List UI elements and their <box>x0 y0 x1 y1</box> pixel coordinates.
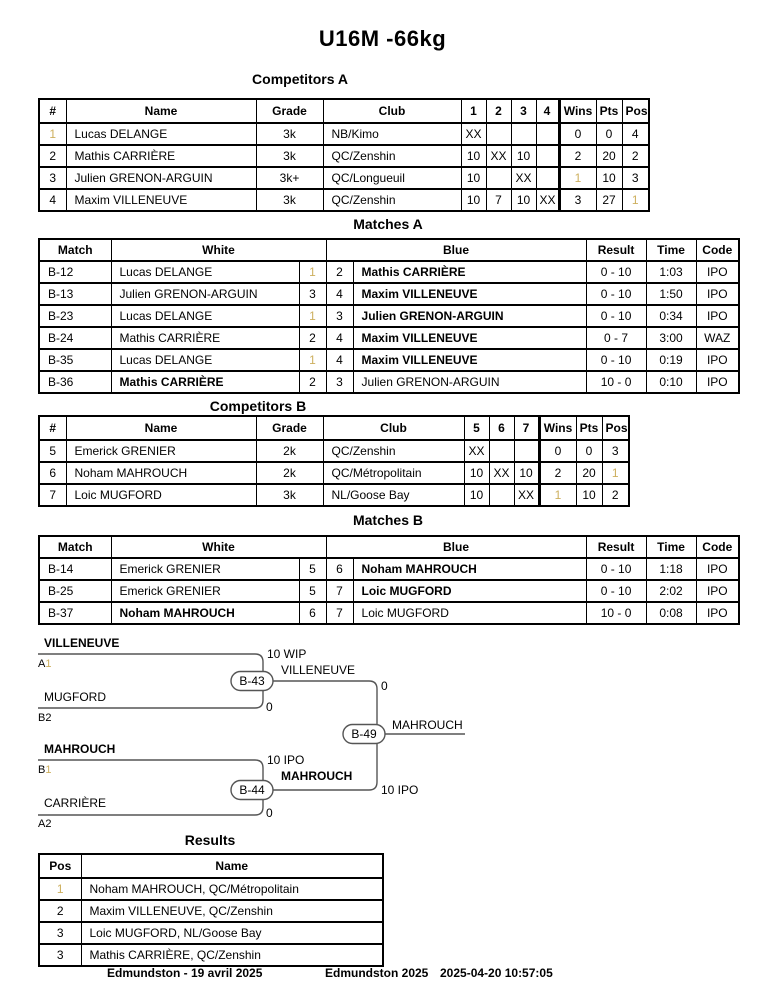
cell-r3: XX <box>514 484 539 506</box>
cell-pos: 4 <box>622 123 649 145</box>
cell-num: 4 <box>39 189 66 211</box>
col-pos: Pos <box>622 99 649 123</box>
table-row <box>39 878 383 900</box>
cell-blue-number: 4 <box>326 283 353 305</box>
col-club: Club <box>323 99 461 123</box>
cell-grade: 3k <box>256 123 323 145</box>
cell-r2: XX <box>489 462 514 484</box>
results-table <box>38 853 384 967</box>
cell-pts: 10 <box>576 484 602 506</box>
col-result: Result <box>586 239 646 261</box>
cell-result: 10 - 0 <box>586 602 646 624</box>
cell-name: Julien GRENON-ARGUIN <box>66 167 256 189</box>
cell-blue-number: 2 <box>326 261 353 283</box>
table-header-row <box>39 99 649 123</box>
cell-blue-player: Julien GRENON-ARGUIN <box>353 305 586 327</box>
cell-r3: 10 <box>511 145 536 167</box>
cell-blue-player: Maxim VILLENEUVE <box>353 349 586 371</box>
cell-white-player: Lucas DELANGE <box>111 305 299 327</box>
cell-code: IPO <box>696 602 739 624</box>
cell-blue-number: 4 <box>326 327 353 349</box>
cell-time: 1:50 <box>646 283 696 305</box>
page-title: U16M -66kg <box>318 26 447 51</box>
seed-code: A2 <box>38 818 52 830</box>
table-row <box>39 944 383 966</box>
cell-result: 10 - 0 <box>586 371 646 393</box>
cell-club: NL/Goose Bay <box>323 484 464 506</box>
cell-r1: XX <box>461 123 486 145</box>
cell-match: B-37 <box>39 602 111 624</box>
cell-blue-player: Loic MUGFORD <box>353 580 586 602</box>
cell-time: 0:08 <box>646 602 696 624</box>
seed-name: CARRIÈRE <box>44 796 107 810</box>
cell-r2: XX <box>486 145 511 167</box>
cell-pos: 1 <box>39 878 81 900</box>
cell-grade: 3k <box>256 484 323 506</box>
table-row <box>39 462 629 484</box>
seed-code: B1 <box>38 764 52 776</box>
col-time: Time <box>646 239 696 261</box>
cell-match: B-13 <box>39 283 111 305</box>
cell-blue-number: 6 <box>326 558 353 580</box>
col-match: Match <box>39 536 111 558</box>
cell-time: 3:00 <box>646 327 696 349</box>
cell-grade: 2k <box>256 440 323 462</box>
cell-num: 6 <box>39 462 66 484</box>
match-label: B-49 <box>351 727 377 741</box>
table-row <box>39 283 739 305</box>
seed-code: B2 <box>38 712 52 724</box>
cell-time: 1:03 <box>646 261 696 283</box>
cell-r4 <box>536 145 559 167</box>
cell-result: 0 - 10 <box>586 349 646 371</box>
cell-time: 0:10 <box>646 371 696 393</box>
cell-r1: 10 <box>461 167 486 189</box>
table-row <box>39 440 629 462</box>
cell-name: Emerick GRENIER <box>66 440 256 462</box>
final-branch-score: 0 <box>381 679 388 693</box>
cell-wins: 0 <box>559 123 596 145</box>
col-num: # <box>39 99 66 123</box>
col-code: Code <box>696 239 739 261</box>
cell-num: 7 <box>39 484 66 506</box>
cell-name: Noham MAHROUCH, QC/Métropolitain <box>81 878 383 900</box>
cell-pos: 3 <box>622 167 649 189</box>
cell-club: QC/Longueuil <box>323 167 461 189</box>
cell-grade: 2k <box>256 462 323 484</box>
cell-num: 1 <box>39 123 66 145</box>
table-row <box>39 558 739 580</box>
cell-grade: 3k+ <box>256 167 323 189</box>
branch-score: 10 WIP <box>267 647 307 661</box>
cell-match: B-12 <box>39 261 111 283</box>
table-row <box>39 580 739 602</box>
table-header-row <box>39 536 739 558</box>
cell-code: IPO <box>696 349 739 371</box>
seed-name: VILLENEUVE <box>44 636 120 650</box>
cell-white-player: Mathis CARRIÈRE <box>111 327 299 349</box>
table-row <box>39 145 649 167</box>
section-heading-competitors-b: Competitors B <box>209 398 307 414</box>
cell-white-player: Noham MAHROUCH <box>111 602 299 624</box>
branch-score: 10 IPO <box>267 753 305 767</box>
cell-match: B-24 <box>39 327 111 349</box>
cell-blue-number: 4 <box>326 349 353 371</box>
table-header-row <box>39 239 739 261</box>
cell-r2: 7 <box>486 189 511 211</box>
table-header-row <box>39 854 383 878</box>
table-row <box>39 327 739 349</box>
col-name: Name <box>66 99 256 123</box>
cell-wins: 3 <box>559 189 596 211</box>
cell-code: IPO <box>696 558 739 580</box>
col-r2: 6 <box>489 416 514 440</box>
cell-r3 <box>511 123 536 145</box>
cell-pts: 0 <box>576 440 602 462</box>
cell-match: B-25 <box>39 580 111 602</box>
cell-pts: 20 <box>596 145 622 167</box>
competitors-b-table <box>38 415 630 507</box>
cell-pos: 1 <box>622 189 649 211</box>
table-row <box>39 922 383 944</box>
col-pos: Pos <box>39 854 81 878</box>
cell-blue-number: 3 <box>326 305 353 327</box>
col-time: Time <box>646 536 696 558</box>
matches-a-table <box>38 238 740 394</box>
table-row <box>39 602 739 624</box>
cell-blue-player: Mathis CARRIÈRE <box>353 261 586 283</box>
cell-blue-number: 7 <box>326 602 353 624</box>
cell-name: Maxim VILLENEUVE, QC/Zenshin <box>81 900 383 922</box>
cell-r4 <box>536 167 559 189</box>
cell-result: 0 - 7 <box>586 327 646 349</box>
cell-white-number: 1 <box>299 261 326 283</box>
match-label: B-43 <box>239 674 265 688</box>
cell-wins: 1 <box>539 484 576 506</box>
col-code: Code <box>696 536 739 558</box>
cell-pos: 3 <box>39 944 81 966</box>
cell-r1: 10 <box>464 484 489 506</box>
cell-r2 <box>486 167 511 189</box>
table-row <box>39 123 649 145</box>
match-label: B-44 <box>239 783 265 797</box>
cell-pos: 2 <box>602 484 629 506</box>
cell-blue-number: 3 <box>326 371 353 393</box>
col-r3: 3 <box>511 99 536 123</box>
col-r1: 1 <box>461 99 486 123</box>
cell-result: 0 - 10 <box>586 580 646 602</box>
cell-code: IPO <box>696 261 739 283</box>
semi-winner-name: MAHROUCH <box>281 769 353 783</box>
cell-blue-player: Maxim VILLENEUVE <box>353 327 586 349</box>
cell-pts: 0 <box>596 123 622 145</box>
cell-match: B-36 <box>39 371 111 393</box>
col-white: White <box>111 536 326 558</box>
branch-score: 0 <box>266 700 273 714</box>
cell-grade: 3k <box>256 189 323 211</box>
table-row <box>39 305 739 327</box>
cell-wins: 1 <box>559 167 596 189</box>
cell-time: 2:02 <box>646 580 696 602</box>
cell-result: 0 - 10 <box>586 305 646 327</box>
cell-white-number: 1 <box>299 349 326 371</box>
col-pos: Pos <box>602 416 629 440</box>
cell-name: Loic MUGFORD, NL/Goose Bay <box>81 922 383 944</box>
col-blue: Blue <box>326 536 586 558</box>
cell-wins: 2 <box>559 145 596 167</box>
cell-white-number: 2 <box>299 371 326 393</box>
cell-blue-player: Loic MUGFORD <box>353 602 586 624</box>
cell-result: 0 - 10 <box>586 261 646 283</box>
col-num: # <box>39 416 66 440</box>
cell-club: QC/Métropolitain <box>323 462 464 484</box>
cell-blue-number: 7 <box>326 580 353 602</box>
col-club: Club <box>323 416 464 440</box>
elimination-bracket <box>0 630 765 840</box>
col-r3: 7 <box>514 416 539 440</box>
cell-club: NB/Kimo <box>323 123 461 145</box>
competitors-a-table <box>38 98 650 212</box>
cell-pos: 2 <box>39 900 81 922</box>
cell-white-number: 5 <box>299 580 326 602</box>
cell-white-player: Emerick GRENIER <box>111 558 299 580</box>
cell-club: QC/Zenshin <box>323 189 461 211</box>
cell-white-player: Lucas DELANGE <box>111 349 299 371</box>
branch-score: 0 <box>266 806 273 820</box>
col-grade: Grade <box>256 416 323 440</box>
cell-num: 2 <box>39 145 66 167</box>
cell-match: B-35 <box>39 349 111 371</box>
cell-name: Loic MUGFORD <box>66 484 256 506</box>
footer-event-date: Edmundston - 19 avril 2025 <box>107 966 263 980</box>
cell-r3: XX <box>511 167 536 189</box>
cell-white-number: 1 <box>299 305 326 327</box>
cell-white-number: 6 <box>299 602 326 624</box>
cell-white-player: Emerick GRENIER <box>111 580 299 602</box>
cell-grade: 3k <box>256 145 323 167</box>
cell-code: IPO <box>696 371 739 393</box>
cell-wins: 2 <box>539 462 576 484</box>
cell-white-number: 3 <box>299 283 326 305</box>
section-heading-matches-a: Matches A <box>353 216 423 232</box>
matches-b-table <box>38 535 740 625</box>
table-row <box>39 900 383 922</box>
cell-r1: 10 <box>461 145 486 167</box>
col-r4: 4 <box>536 99 559 123</box>
cell-pos: 1 <box>602 462 629 484</box>
cell-r3: 10 <box>514 462 539 484</box>
cell-time: 0:34 <box>646 305 696 327</box>
bracket-lines <box>0 630 765 840</box>
table-header-row <box>39 416 629 440</box>
cell-time: 0:19 <box>646 349 696 371</box>
cell-name: Mathis CARRIÈRE, QC/Zenshin <box>81 944 383 966</box>
col-grade: Grade <box>256 99 323 123</box>
section-heading-results: Results <box>184 832 236 848</box>
cell-blue-player: Maxim VILLENEUVE <box>353 283 586 305</box>
cell-code: IPO <box>696 305 739 327</box>
cell-r4: XX <box>536 189 559 211</box>
cell-white-player: Lucas DELANGE <box>111 261 299 283</box>
col-name: Name <box>66 416 256 440</box>
col-pts: Pts <box>596 99 622 123</box>
cell-r1: 10 <box>464 462 489 484</box>
cell-wins: 0 <box>539 440 576 462</box>
cell-pos: 3 <box>39 922 81 944</box>
cell-code: IPO <box>696 283 739 305</box>
cell-name: Maxim VILLENEUVE <box>66 189 256 211</box>
col-name: Name <box>81 854 383 878</box>
cell-name: Mathis CARRIÈRE <box>66 145 256 167</box>
cell-r4 <box>536 123 559 145</box>
cell-club: QC/Zenshin <box>323 440 464 462</box>
cell-pts: 27 <box>596 189 622 211</box>
cell-r2 <box>489 440 514 462</box>
section-heading-matches-b: Matches B <box>352 512 424 528</box>
cell-blue-player: Julien GRENON-ARGUIN <box>353 371 586 393</box>
cell-pos: 2 <box>622 145 649 167</box>
cell-r3 <box>514 440 539 462</box>
col-match: Match <box>39 239 111 261</box>
col-r2: 2 <box>486 99 511 123</box>
cell-club: QC/Zenshin <box>323 145 461 167</box>
cell-name: Noham MAHROUCH <box>66 462 256 484</box>
cell-match: B-14 <box>39 558 111 580</box>
footer-event-name: Edmundston 2025 <box>325 966 429 980</box>
final-winner-name: MAHROUCH <box>392 718 463 732</box>
table-row <box>39 371 739 393</box>
cell-r3: 10 <box>511 189 536 211</box>
cell-code: IPO <box>696 580 739 602</box>
cell-num: 3 <box>39 167 66 189</box>
cell-num: 5 <box>39 440 66 462</box>
table-row <box>39 484 629 506</box>
col-r1: 5 <box>464 416 489 440</box>
cell-r2 <box>486 123 511 145</box>
cell-result: 0 - 10 <box>586 558 646 580</box>
cell-match: B-23 <box>39 305 111 327</box>
cell-r2 <box>489 484 514 506</box>
cell-white-player: Julien GRENON-ARGUIN <box>111 283 299 305</box>
table-row <box>39 167 649 189</box>
cell-r1: XX <box>464 440 489 462</box>
seed-code: A1 <box>38 658 52 670</box>
table-row <box>39 261 739 283</box>
table-row <box>39 189 649 211</box>
col-result: Result <box>586 536 646 558</box>
cell-pts: 10 <box>596 167 622 189</box>
cell-pts: 20 <box>576 462 602 484</box>
seed-name: MUGFORD <box>44 690 106 704</box>
cell-white-number: 2 <box>299 327 326 349</box>
table-row <box>39 349 739 371</box>
cell-name: Lucas DELANGE <box>66 123 256 145</box>
cell-blue-player: Noham MAHROUCH <box>353 558 586 580</box>
cell-time: 1:18 <box>646 558 696 580</box>
cell-pos: 3 <box>602 440 629 462</box>
cell-code: WAZ <box>696 327 739 349</box>
footer-timestamp: 2025-04-20 10:57:05 <box>440 966 553 980</box>
seed-name: MAHROUCH <box>44 742 116 756</box>
col-white: White <box>111 239 326 261</box>
cell-white-player: Mathis CARRIÈRE <box>111 371 299 393</box>
col-wins: Wins <box>559 99 596 123</box>
section-heading-competitors-a: Competitors A <box>252 71 348 87</box>
cell-r1: 10 <box>461 189 486 211</box>
cell-result: 0 - 10 <box>586 283 646 305</box>
cell-white-number: 5 <box>299 558 326 580</box>
semi-winner-name: VILLENEUVE <box>281 663 356 677</box>
col-blue: Blue <box>326 239 586 261</box>
col-pts: Pts <box>576 416 602 440</box>
final-branch-score: 10 IPO <box>381 783 419 797</box>
col-wins: Wins <box>539 416 576 440</box>
